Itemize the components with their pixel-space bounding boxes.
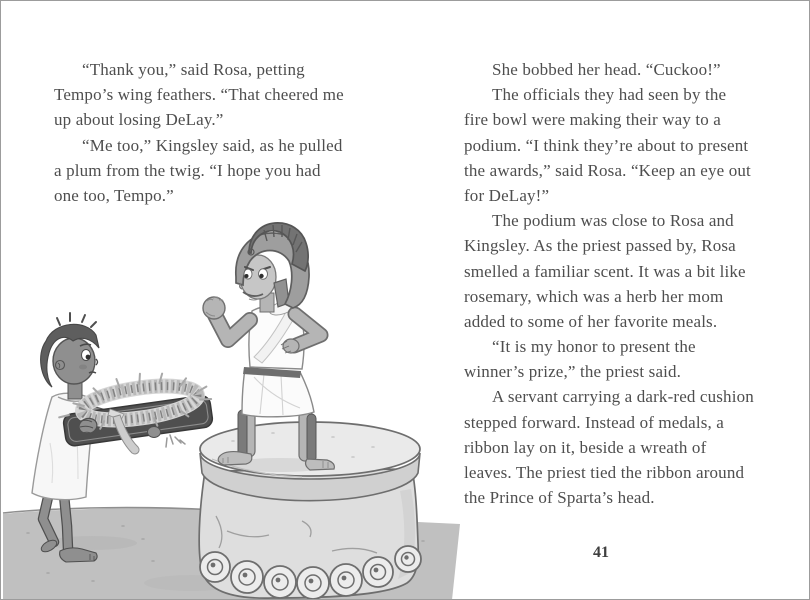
text-line: up about losing DeLay.”: [54, 110, 224, 130]
text-line: rosemary, which was a herb her mom: [464, 286, 724, 306]
text-line: “Thank you,” said Rosa, petting: [82, 60, 305, 79]
text-line: for DeLay!”: [464, 185, 550, 205]
statue-hip-hand: [283, 339, 299, 353]
right-page-text: [464, 57, 804, 510]
text-line: the awards,” said Rosa. “Keep an eye out: [464, 160, 751, 180]
text-line: one too, Tempo.”: [54, 185, 174, 205]
statue-raised-arm: [203, 297, 250, 340]
text-line: ribbon lay on it, beside a wreath of: [464, 437, 707, 457]
text-line: Tempo’s wing feathers. “That cheered me: [54, 85, 344, 105]
text-line: the Prince of Sparta’s head.: [464, 488, 655, 508]
leaf-sprig: [166, 435, 185, 447]
page-number: 41: [593, 544, 609, 561]
text-line: smelled a familiar scent. It was a bit like: [464, 261, 746, 281]
boy-head: [41, 313, 99, 399]
text-line: fire bowl were making their way to a: [464, 110, 722, 130]
text-line: “Me too,” Kingsley said, as he pulled: [82, 135, 343, 155]
text-line: winner’s prize,” the priest said.: [464, 362, 682, 382]
left-page-text: [54, 57, 394, 208]
text-line: A servant carrying a dark-red cushion: [492, 387, 754, 407]
text-line: leaves. The priest tied the ribbon around: [464, 463, 745, 482]
text-line: stepped forward. Instead of medals, a: [464, 412, 724, 432]
text-line: a plum from the twig. “I hope you had: [54, 160, 321, 180]
text-line: “It is my honor to present the: [492, 337, 696, 357]
text-line: Kingsley. As the priest passed by, Rosa: [464, 236, 736, 256]
illustration-award-scene: [2, 221, 472, 600]
text-line: podium. “I think they’re about to present: [464, 135, 749, 155]
text-line: added to some of her favorite meals.: [464, 311, 718, 331]
statue-head: [236, 223, 309, 312]
text-line: She bobbed her head. “Cuckoo!”: [492, 60, 721, 79]
text-line: The podium was close to Rosa and: [492, 211, 734, 231]
statue-right-foot: [306, 459, 335, 470]
text-line: The officials they had seen by the: [492, 85, 727, 105]
